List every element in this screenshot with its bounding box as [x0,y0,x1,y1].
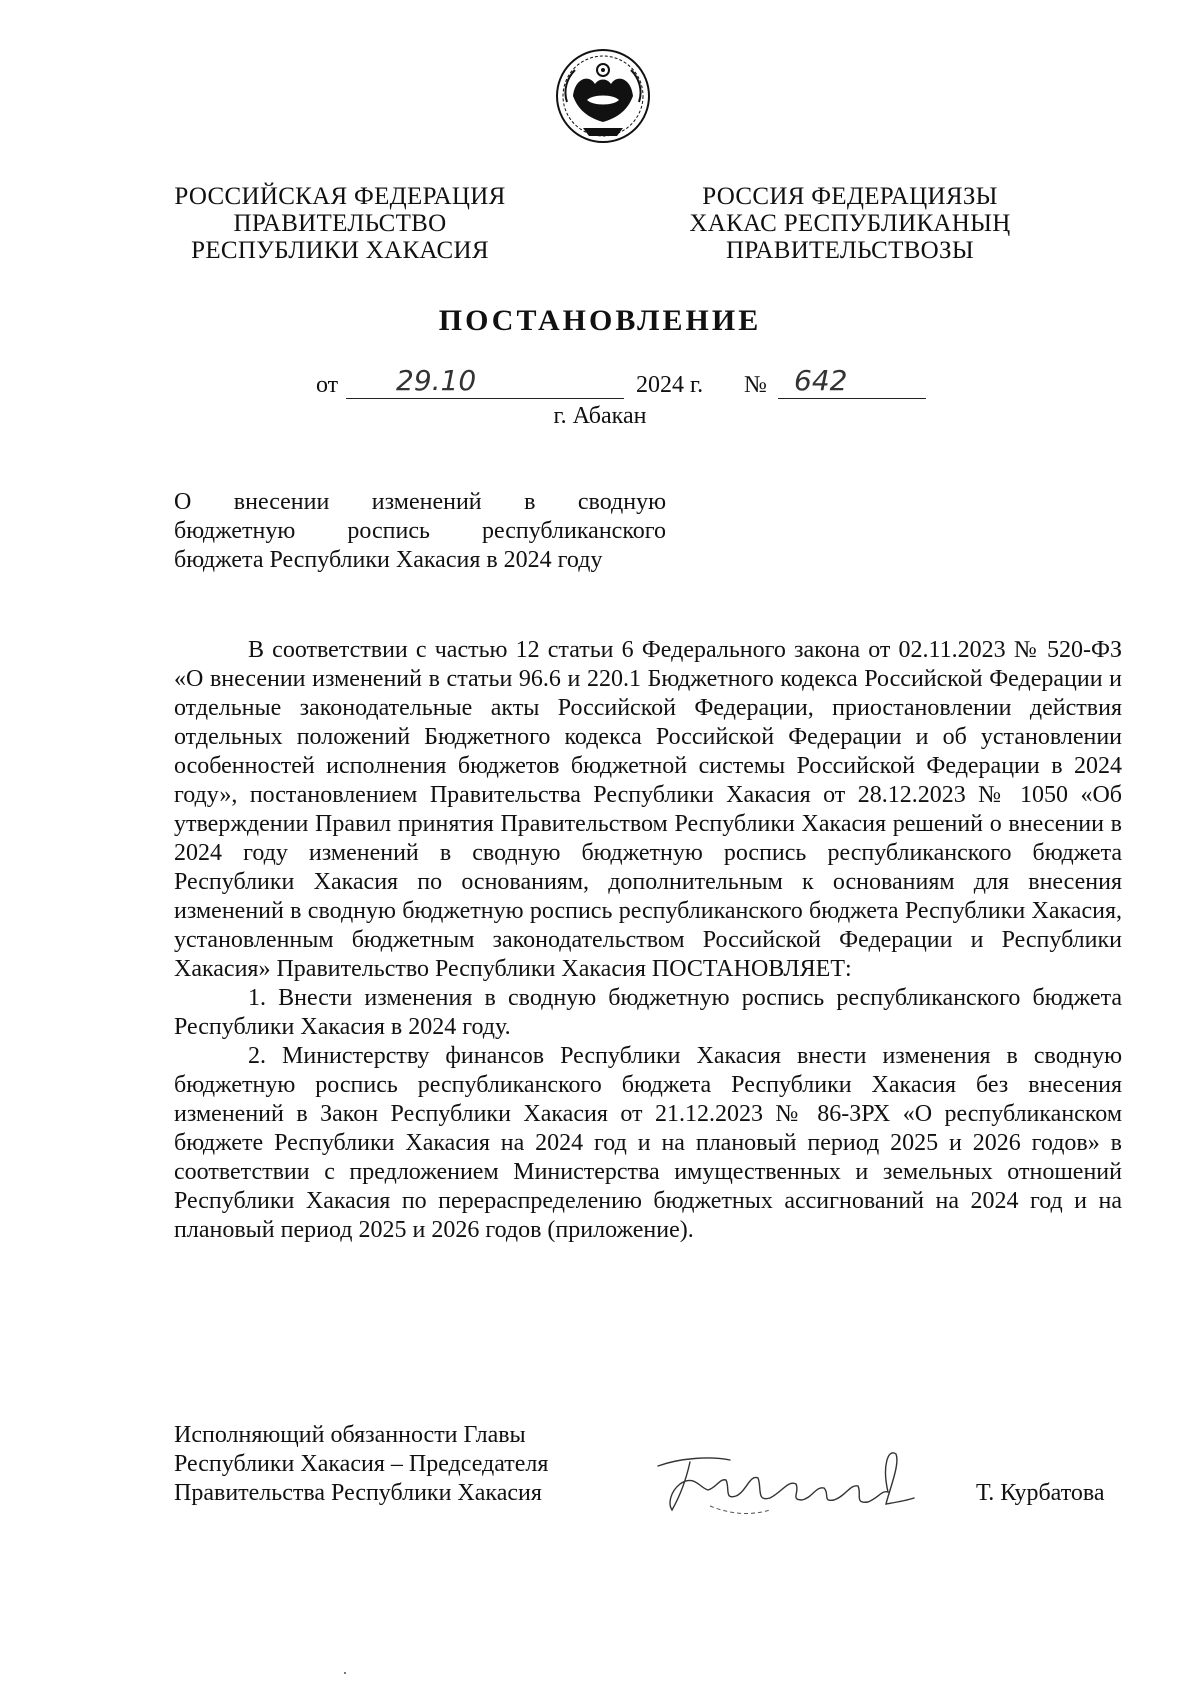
header-right-line: ПРАВИТЕЛЬСТВОЗЫ [726,237,974,264]
header-right-line: ХАКАС РЕСПУБЛИКАНЫҢ [689,210,1011,237]
subject-line: О внесении изменений в сводную [174,489,666,515]
header-left [170,183,510,264]
handwritten-date: 29.10 [396,364,477,397]
header-left-line: РЕСПУБЛИКИ ХАКАСИЯ [191,237,489,264]
header-right-line: РОССИЯ ФЕДЕРАЦИЯЗЫ [702,183,998,210]
body-paragraph: В соответствии с частью 12 статьи 6 Федерального закона от 02.11.2023 № 520-ФЗ «О внесении изменений в статьи 96.6 и 220.1 Бюджетного кодекса Российской Федерации и отдельные законодательные акты Российской Федерации, приостановлении действия отдельных положений Бюджетного кодекса Российской Федерации и об установлении особенностей исполнения бюджетов бюджетной системы Российской Федерации в 2024 году», постановлением Правительства Республики Хакасия от 28.12.2023 № 1050 «Об утверждении Правил принятия Правительством Республики Хакасия решений о внесении в 2024 году изменений в сводную бюджетную роспись республиканского бюджета Республики Хакасия по основаниям, дополнительным к основаниям для внесения изменений в сводную бюджетную роспись республиканского бюджета Республики Хакасия, установленным бюджетным законодательством Российской Федерации и Республики Хакасия» Правительство Республики Хакасия ПОСТАНОВЛЯЕТ: [174,637,1122,982]
subject-line: бюджета Республики Хакасия в 2024 году [174,547,603,573]
signatory-name: Т. Курбатова [976,1480,1105,1506]
handwritten-signature [650,1444,920,1524]
signatory-position [174,1421,614,1508]
header-left-line: ПРАВИТЕЛЬСТВО [233,210,447,237]
number-label: № [744,372,767,398]
body-paragraph: 2. Министерству финансов Республики Хакасия внести изменения в сводную бюджетную роспись республиканского бюджета Республики Хакасия без внесения изменений в Закон Республики Хакасия от 21.12.2023 № 86-ЗРХ «О республиканском бюджете Республики Хакасия на 2024 год и на плановый период 2025 и 2026 годов» в соответствии с предложением Министерства имущественных и земельных отношений Республики Хакасия по перераспределению бюджетных ассигнований на 2024 год и на плановый период 2025 и 2026 годов (приложение). [174,1043,1122,1243]
subject-line: бюджетную роспись республиканского [174,518,666,544]
date-number-line [316,364,936,406]
from-label: от [316,372,339,398]
year-label: 2024 г. [636,372,704,398]
document-subject [174,488,666,575]
signatory-position-line: Исполняющий обязанности Главы [174,1422,526,1448]
document-title: ПОСТАНОВЛЕНИЕ [438,304,762,337]
document-body [174,636,1122,1245]
header-left-line: РОССИЙСКАЯ ФЕДЕРАЦИЯ [174,183,506,210]
signatory-position-line: Правительства Республики Хакасия [174,1480,542,1506]
signatory-position-line: Республики Хакасия – Председателя [174,1451,549,1477]
date-underline [346,372,624,399]
scan-speck [344,1672,346,1674]
handwritten-number: 642 [794,364,848,397]
coat-of-arms-icon [553,44,653,144]
city: г. Абакан [553,403,647,429]
body-paragraph: 1. Внести изменения в сводную бюджетную роспись республиканского бюджета Республики Хакасия в 2024 году. [174,985,1122,1040]
header-right [680,183,1020,264]
